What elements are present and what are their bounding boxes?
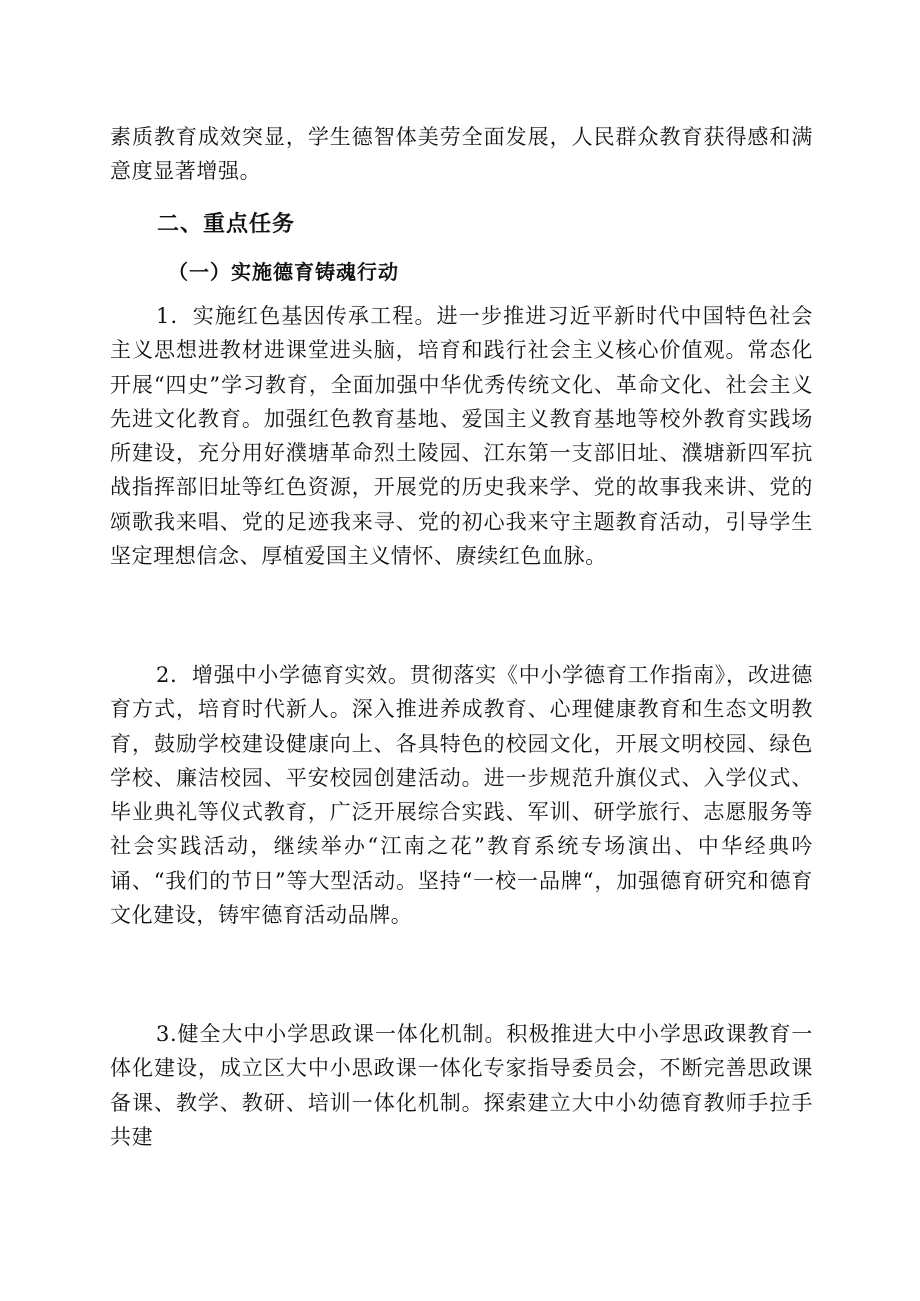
subsection-heading: （一）实施德育铸魂行动: [168, 260, 399, 284]
intro-paragraph: 素质教育成效突显，学生德智体美劳全面发展，人民群众教育获得感和满意度显著增强。: [110, 125, 813, 184]
paragraph-1: 1．实施红色基因传承工程。进一步推进习近平新时代中国特色社会主义思想进教材进课堂进头脑，培育和践行社会主义核心价值观。常态化开展“四史”学习教育，全面加强中华优秀传统文化、革命文化、社会主义先进文化教育。加强红色教育基地、爱国主义教育基地等校外教育实践场所建设，充分用好濮塘革命烈土陵园、江东第一支部旧址、濮塘新四军抗战指挥部旧址等红色资源，开展党的历史我来学、党的故事我来讲、党的颂歌我来唱、党的足迹我来寻、党的初心我来守主题教育活动，引导学生坚定理想信念、厚植爱国主义情怀、赓续红色血脉。: [110, 304, 813, 569]
paragraph-3: 3.健全大中小学思政课一体化机制。积极推进大中小学思政课教育一体化建设，成立区大中小思政课一体化专家指导委员会，不断完善思政课备课、教学、教研、培训一体化机制。探索建立大中小幼德育教师手拉手共建: [110, 1022, 813, 1149]
paragraph-2: 2．增强中小学德育实效。贯彻落实《中小学德育工作指南》，改进德育方式，培育时代新人。深入推进养成教育、心理健康教育和生态文明教育，鼓励学校建设健康向上、各具特色的校园文化，开展文明校园、绿色学校、廉洁校园、平安校园创建活动。进一步规范升旗仪式、入学仪式、毕业典礼等仪式教育，广泛开展综合实践、军训、研学旅行、志愿服务等社会实践活动，继续举办“江南之花”教育系统专场演出、中华经典吟诵、“我们的节日”等大型活动。坚持“一校一品牌“，加强德育研究和德育文化建设，铸牢德育活动品牌。: [110, 663, 813, 928]
section-heading: 二、重点任务: [157, 212, 296, 237]
